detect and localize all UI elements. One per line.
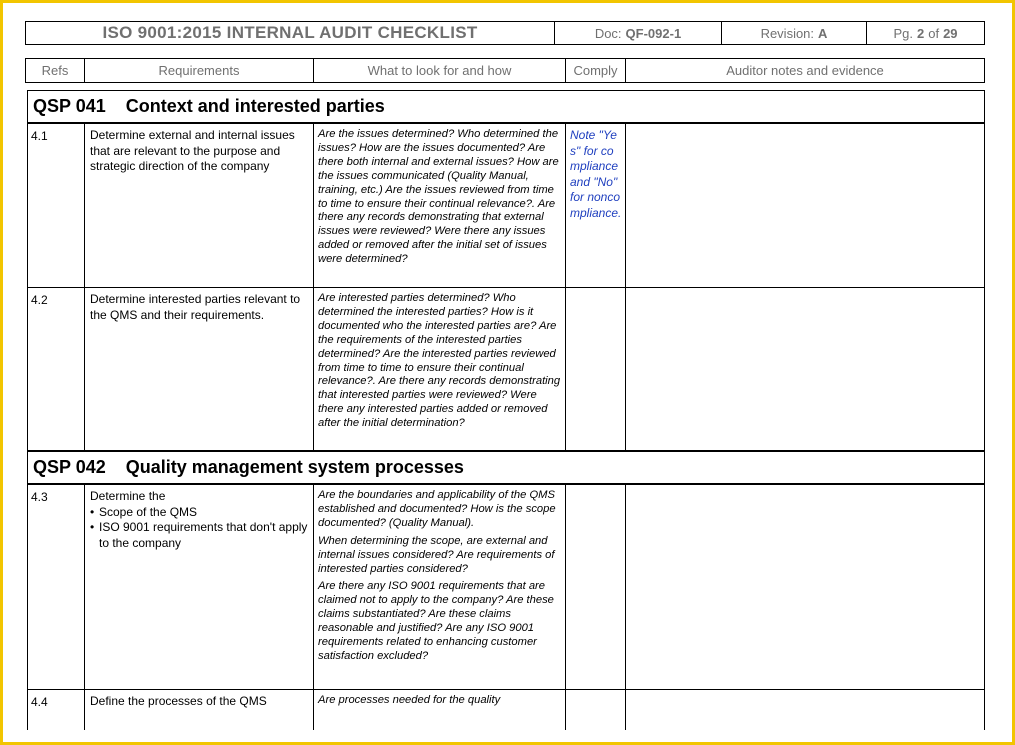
col-requirements: Requirements	[85, 59, 314, 82]
ref-cell: 4.2	[28, 288, 85, 450]
section-title: Quality management system processes	[125, 457, 464, 477]
page-of: of	[928, 25, 940, 41]
comply-cell[interactable]: Note "Yes" for compliance and "No" for noncompliance.	[566, 124, 626, 287]
requirement-cell: Determine external and internal issues that are relevant to the purpose and strategic direction of the company	[85, 124, 314, 287]
page-current: 2	[916, 25, 925, 41]
revision-value: A	[818, 25, 828, 41]
requirement-cell: Determine interested parties relevant to the QMS and their requirements.	[85, 288, 314, 450]
section-code: QSP 041	[33, 96, 106, 116]
col-auditor-notes: Auditor notes and evidence	[726, 63, 884, 78]
look-for-cell	[314, 485, 566, 689]
doc-label: Doc:	[594, 25, 622, 41]
table-row	[28, 124, 984, 288]
revision	[722, 22, 867, 44]
ref-cell: 4.3	[28, 485, 85, 689]
auditor-notes-cell[interactable]	[626, 690, 984, 730]
comply-cell[interactable]	[566, 485, 626, 689]
table-row	[28, 288, 984, 451]
requirement-intro: Determine the	[90, 489, 166, 503]
auditor-notes-cell[interactable]	[626, 124, 984, 287]
look-for-cell	[314, 288, 566, 450]
document-header	[25, 21, 985, 45]
col-comply: Comply	[566, 59, 626, 82]
column-headers	[25, 58, 985, 83]
section-heading	[28, 451, 984, 485]
document-title: ISO 9001:2015 INTERNAL AUDIT CHECKLIST	[26, 22, 555, 44]
revision-label: Revision:	[760, 25, 815, 41]
table-row	[28, 485, 984, 690]
col-look-for: What to look for and how	[314, 59, 566, 82]
bullet-item	[90, 505, 310, 521]
bullet-text: Scope of the QMS	[99, 504, 198, 519]
doc-number	[555, 22, 722, 44]
look-for-text: Are the issues determined? Who determined the issues? How are the issues documented? Are there both internal and external issues? How are the issues communicated (Quality Manual, training, etc.) Are the issues reviewed from time to time to ensure their continual relevance?. Are there any records demonstrating that external issues were reviewed? Were there any issues added or removed after the initial set of issues were determined?	[318, 128, 559, 266]
look-for-text: When determining the scope, are external and internal issues considered? Are requirements of interested parties considered?	[318, 534, 555, 575]
requirement-cell: Define the processes of the QMS	[85, 690, 314, 730]
auditor-notes-cell[interactable]	[626, 288, 984, 450]
col-refs: Refs	[26, 59, 85, 82]
look-for-cell	[314, 124, 566, 287]
look-for-text: Are the boundaries and applicability of the QMS established and documented? How is the scope documented? (Quality Manual).	[318, 489, 556, 529]
requirement-cell	[85, 485, 314, 689]
auditor-notes-cell[interactable]	[626, 485, 984, 689]
section-code: QSP 042	[33, 457, 106, 477]
look-for-text: Are processes needed for the quality	[318, 694, 501, 706]
page-label: Pg.	[893, 25, 913, 41]
table-row	[28, 690, 984, 730]
section-title: Context and interested parties	[125, 96, 385, 116]
ref-cell: 4.4	[28, 690, 85, 730]
section-heading	[28, 91, 984, 124]
bullet-icon: •	[90, 504, 95, 519]
look-for-cell	[314, 690, 566, 730]
look-for-text: Are there any ISO 9001 requirements that are claimed not to apply to the company? Are these claims substantiated? Are these claims reasonable and justified? Are any ISO 9001 requirements related to enhancing customer satisfaction excluded?	[318, 580, 554, 662]
look-for-text: Are interested parties determined? Who determined the interested parties? How is it documented who the interested parties are? Are the requirements of the interested parties determined? Are the interested parties reviewed from time to time to ensure their continual relevance?. Are there any records demonstrating that interested parties were reviewed? Were there any interested parties added or removed after the initial determination?	[318, 292, 561, 430]
doc-value: QF-092-1	[625, 25, 682, 41]
bullet-text: ISO 9001 requirements that don't apply to the company	[99, 520, 308, 550]
page-number	[867, 22, 984, 44]
comply-cell[interactable]	[566, 690, 626, 730]
comply-cell[interactable]	[566, 288, 626, 450]
bullet-item	[90, 520, 310, 551]
bullet-icon: •	[90, 520, 95, 534]
checklist-table	[27, 90, 985, 730]
ref-cell: 4.1	[28, 124, 85, 287]
page-total: 29	[943, 25, 958, 41]
